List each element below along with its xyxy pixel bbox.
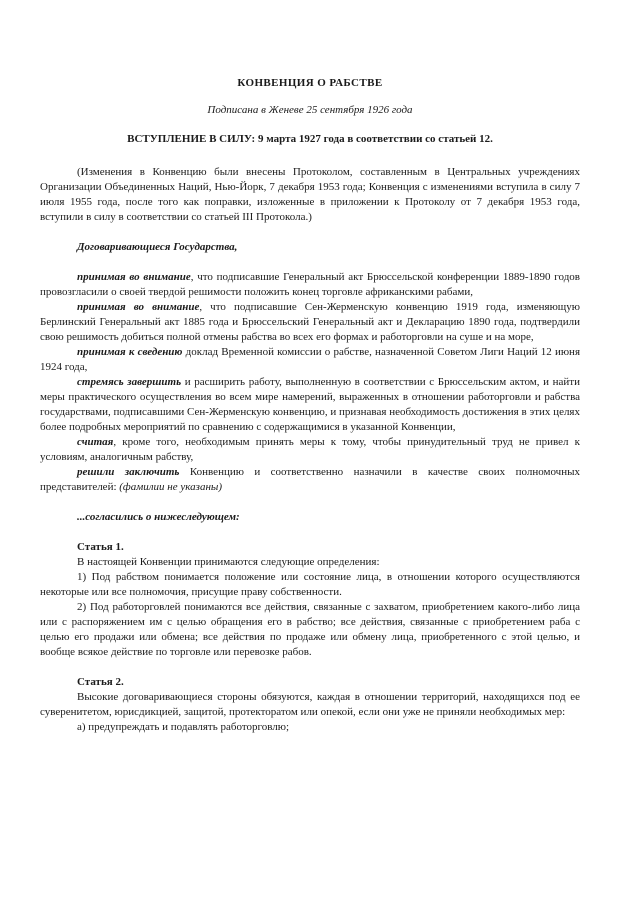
preamble-text-4: и расширить работу, выполненную в соответствии с Брюссельским актом, и найти меры практического осуществления во всем мире намерений, выраженных в отношении работорговли и рабства государствами, подписавшими Сен-Жерменскую конвенцию, и признавая необходимость достижения в этих целях более подробных мероприятий по сравнению с содержащимися в указанной Конвенции,: [40, 376, 581, 433]
preamble-text-6: Конвенцию и соответственно назначили в качестве своих полномочных представителей:: [40, 466, 580, 493]
article-1-intro: В настоящей Конвенции принимаются следующие определения:: [77, 556, 380, 568]
contracting-parties-line: [40, 240, 580, 255]
article-2-item-a: а) предупреждать и подавлять работорговлю;: [77, 721, 290, 733]
preamble-paragraph-4: [40, 375, 580, 435]
preamble-lead-2: принимая во внимание: [77, 301, 200, 313]
preamble-text-3: доклад Временной комиссии о рабстве, назначенной Советом Лиги Наций 12 июня 1924 года,: [40, 346, 580, 373]
preamble-lead-6: решили заключить: [77, 466, 180, 478]
document-title: КОНВЕНЦИЯ О РАБСТВЕ: [237, 77, 383, 89]
preamble-paragraph-2: [40, 300, 580, 345]
preamble-lead-4: стремясь завершить: [77, 376, 182, 388]
article-2-intro: Высокие договаривающиеся стороны обязуются, каждая в отношении территорий, находящихся под ее суверенитетом, юрисдикцией, защитой, протекторатом или опекой, если они уже не приняли необходимых мер:: [40, 691, 580, 718]
preamble-text-1: , что подписавшие Генеральный акт Брюссельской конференции 1889-1890 годов провозгласили о своей твердой решимости положить конец торговле африканскими рабами,: [40, 271, 580, 298]
preamble-paragraph-5: [40, 435, 580, 465]
preamble-paragraph-3: [40, 345, 580, 375]
preamble-lead-1: принимая во внимание: [77, 271, 191, 283]
preamble-lead-3: принимая к сведению: [77, 346, 183, 358]
preamble-text-2: , что подписавшие Сен-Жерменскую конвенцию 1919 года, изменяющую Берлинский Генеральный акт 1885 года и Брюссельский Генеральный акт и Декларацию 1890 года, подтвердили свою решимость добиться полной отмены рабства во всех его формах и работорговли на суше и на море,: [40, 301, 580, 343]
preamble-text-5: , кроме того, необходимым принять меры к тому, чтобы принудительный труд не привел к условиям, аналогичным рабству,: [40, 436, 580, 463]
article-2-heading-text: Статья 2.: [77, 676, 124, 688]
agreement-clause-line: [40, 510, 580, 525]
preamble-lead-5: считая: [77, 436, 114, 448]
agreement-clause-text: ...согласились о нижеследующем:: [77, 511, 240, 523]
preamble-paragraph-1: [40, 270, 580, 300]
article-1-heading-text: Статья 1.: [77, 541, 124, 553]
article-1-item-1: 1) Под рабством понимается положение или состояние лица, в отношении которого осуществляются некоторые или все полномочия, присущие праву собственности.: [40, 571, 580, 598]
preamble-paragraph-6: [40, 465, 580, 495]
entry-into-force-line: ВСТУПЛЕНИЕ В СИЛУ: 9 марта 1927 года в соответствии со статьей 12.: [127, 133, 493, 145]
contracting-parties-text: Договаривающиеся Государства,: [77, 241, 238, 253]
amendment-note-paragraph: (Изменения в Конвенцию были внесены Протоколом, составленным в Центральных учреждениях Организации Объединенных Наций, Нью-Йорк, 7 декабря 1953 года; Конвенция с изменениями вступила в силу 7 июля 1955 года, после того как поправки, изложенные в приложении к Протоколу от 7 декабря 1953 года, вступили в силу в соответствии со статьей III Протокола.): [40, 166, 580, 223]
article-2-heading: [40, 675, 580, 690]
signature-date-line: Подписана в Женеве 25 сентября 1926 года: [207, 104, 413, 116]
article-1-heading: [40, 540, 580, 555]
article-1-item-2: 2) Под работорговлей понимаются все действия, связанные с захватом, приобретением какого-либо лица или с распоряжением им с целью обращения его в рабство; все действия, связанные с приобретением раба с целью его продажи или обмена; все действия по продаже или обмену лица, приобретенного с этой целью, и вообще всякое действие по торговле или перевозке рабов.: [40, 601, 580, 658]
names-not-listed-note: (фамилии не указаны): [119, 481, 223, 493]
